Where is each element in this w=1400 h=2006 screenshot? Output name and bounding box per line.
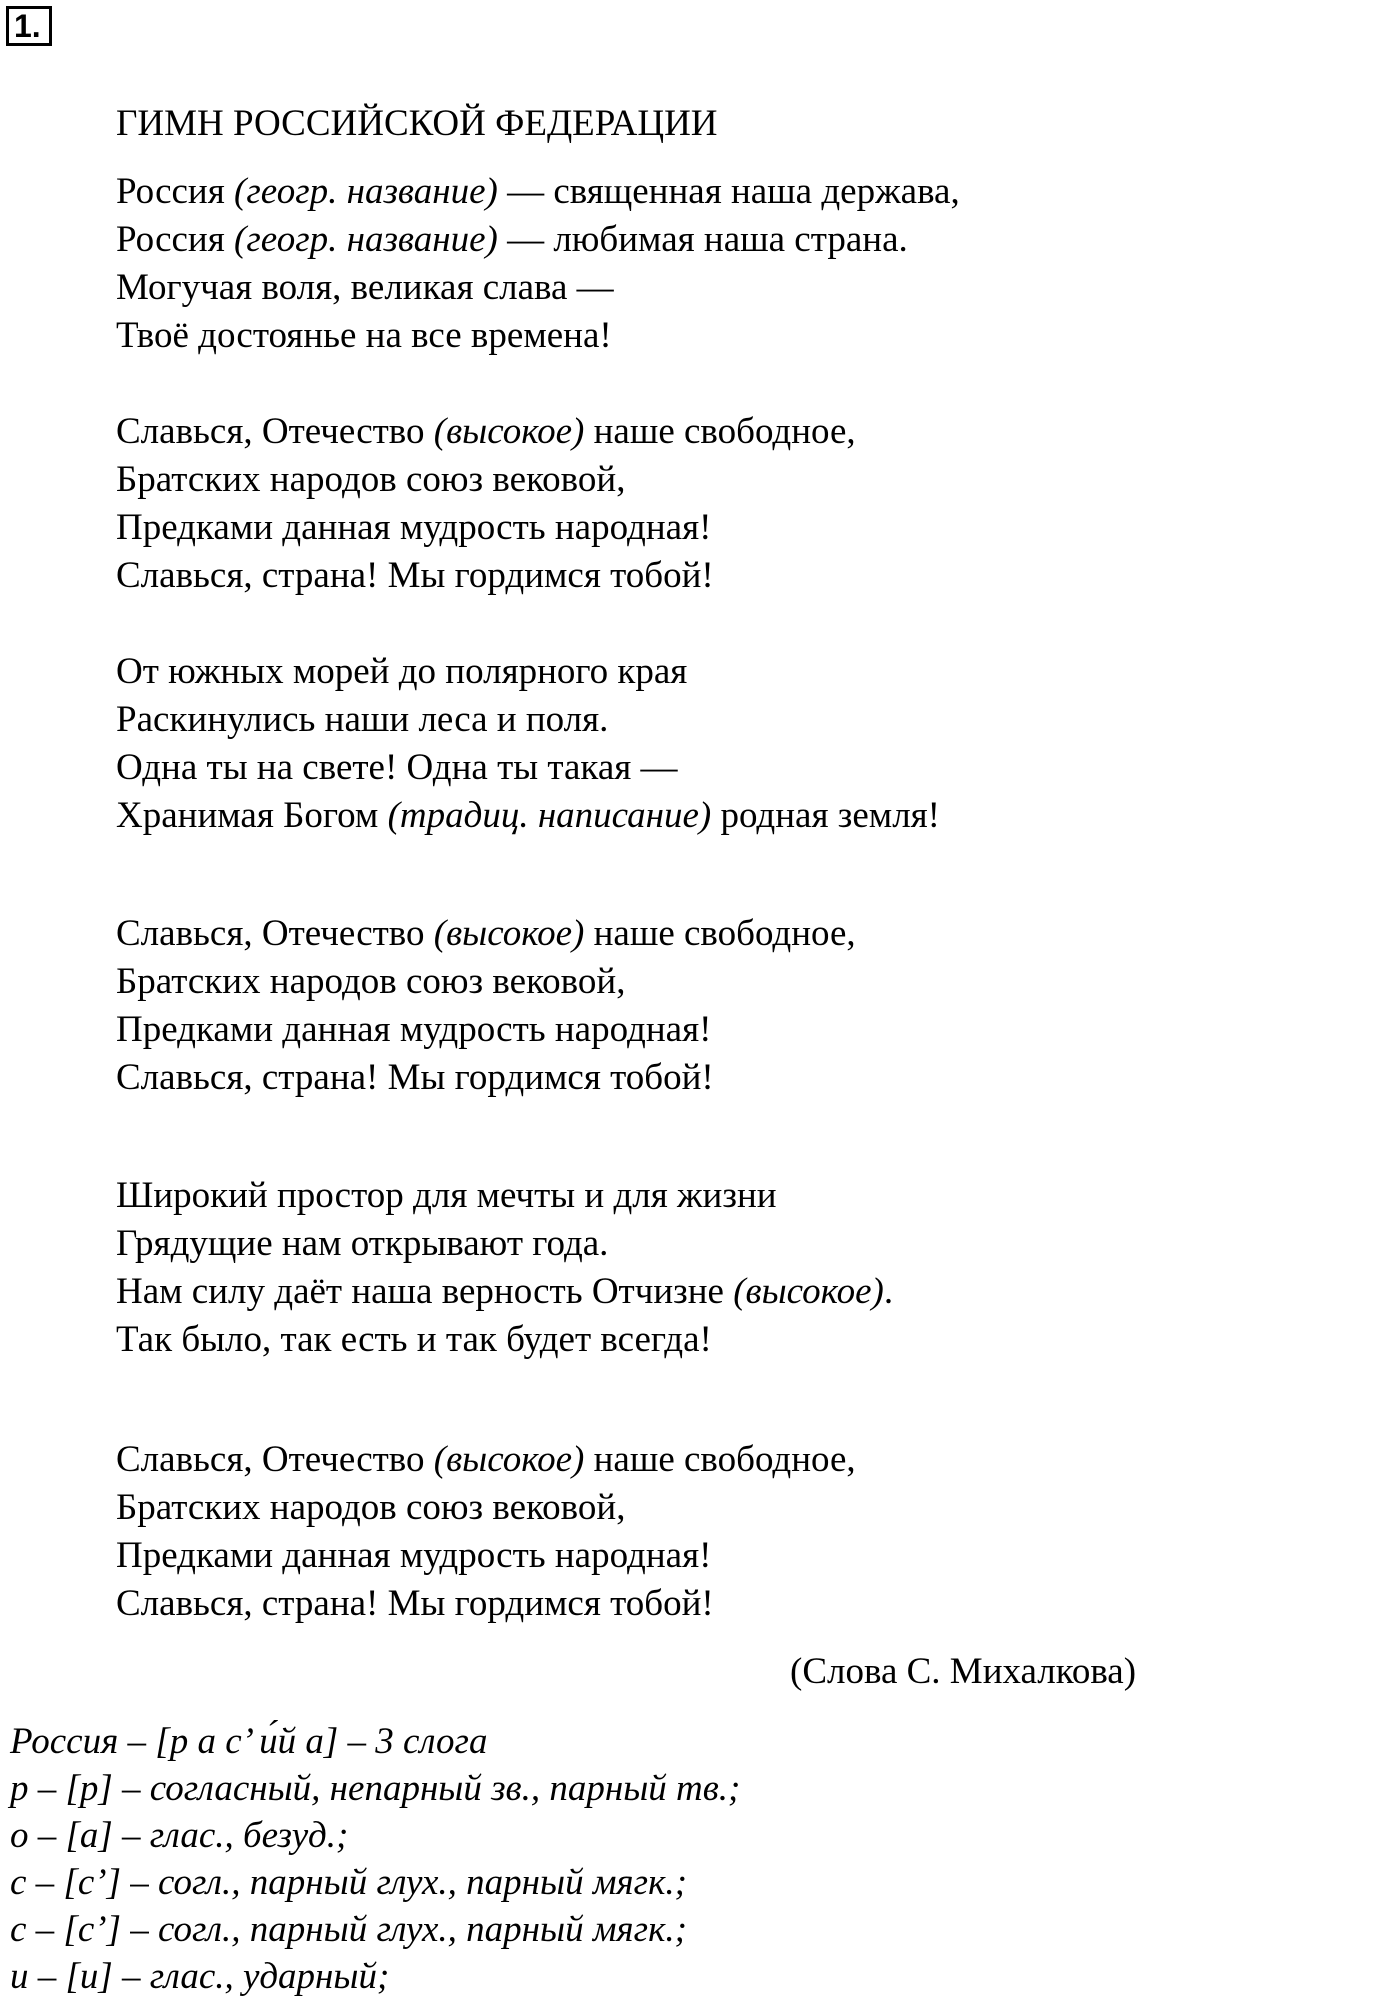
verse-line: Грядущие нам открывают года. xyxy=(116,1223,609,1264)
verse-line: Предками данная мудрость народная! xyxy=(116,1009,712,1050)
verse-line: Хранимая Богом (традиц. написание) родная земля! xyxy=(116,795,941,836)
verse-line: От южных морей до полярного края xyxy=(116,651,688,692)
analysis-line: с – [с’] – согл., парный глух., парный мягк.; xyxy=(10,1862,687,1903)
analysis-line: Россия – [р а с’ и́й а] – 3 слога xyxy=(10,1721,488,1762)
verse-line: Славься, Отечество (высокое) наше свободное, xyxy=(116,1439,856,1480)
verse-line: Раскинулись наши леса и поля. xyxy=(116,699,609,740)
verse-line: Могучая воля, великая слава — xyxy=(116,267,614,308)
verse-line: Твоё достоянье на все времена! xyxy=(116,315,612,356)
verse-line: Славься, страна! Мы гордимся тобой! xyxy=(116,1057,714,1098)
stanza-2 xyxy=(116,408,1266,600)
verse-line: Славься, страна! Мы гордимся тобой! xyxy=(116,555,714,596)
author-attribution: (Слова С. Михалкова) xyxy=(790,1651,1137,1692)
verse-line: Россия (геогр. название) — священная наша держава, xyxy=(116,171,960,212)
verse-line: Предками данная мудрость народная! xyxy=(116,507,712,548)
analysis-line: с – [с’] – согл., парный глух., парный мягк.; xyxy=(10,1909,687,1950)
verse-line: Россия (геогр. название) — любимая наша страна. xyxy=(116,219,908,260)
analysis-line: о – [а] – глас., безуд.; xyxy=(10,1815,349,1856)
verse-line: Братских народов союз вековой, xyxy=(116,459,626,500)
phonetic-analysis xyxy=(10,1718,1310,2000)
verse-line: Братских народов союз вековой, xyxy=(116,961,626,1002)
verse-line: Славься, Отечество (высокое) наше свободное, xyxy=(116,411,856,452)
verse-line: Широкий простор для мечты и для жизни xyxy=(116,1175,777,1216)
stanza-4 xyxy=(116,910,1266,1102)
stanza-1 xyxy=(116,168,1266,360)
stanza-6 xyxy=(116,1436,1266,1628)
exercise-number: 1. xyxy=(6,6,52,46)
verse-line: Славься, Отечество (высокое) наше свободное, xyxy=(116,913,856,954)
analysis-line: р – [р] – согласный, непарный зв., парный тв.; xyxy=(10,1768,741,1809)
verse-line: Славься, страна! Мы гордимся тобой! xyxy=(116,1583,714,1624)
stanza-5 xyxy=(116,1172,1266,1364)
verse-line: Предками данная мудрость народная! xyxy=(116,1535,712,1576)
verse-line: Братских народов союз вековой, xyxy=(116,1487,626,1528)
verse-line: Так было, так есть и так будет всегда! xyxy=(116,1319,712,1360)
anthem-title: ГИМН РОССИЙСКОЙ ФЕДЕРАЦИИ xyxy=(116,103,718,144)
analysis-line: и – [и] – глас., ударный; xyxy=(10,1956,390,1997)
anthem-text xyxy=(116,100,1266,1628)
verse-line: Нам силу даёт наша верность Отчизне (высокое). xyxy=(116,1271,894,1312)
verse-line: Одна ты на свете! Одна ты такая — xyxy=(116,747,678,788)
stanza-3 xyxy=(116,648,1266,840)
